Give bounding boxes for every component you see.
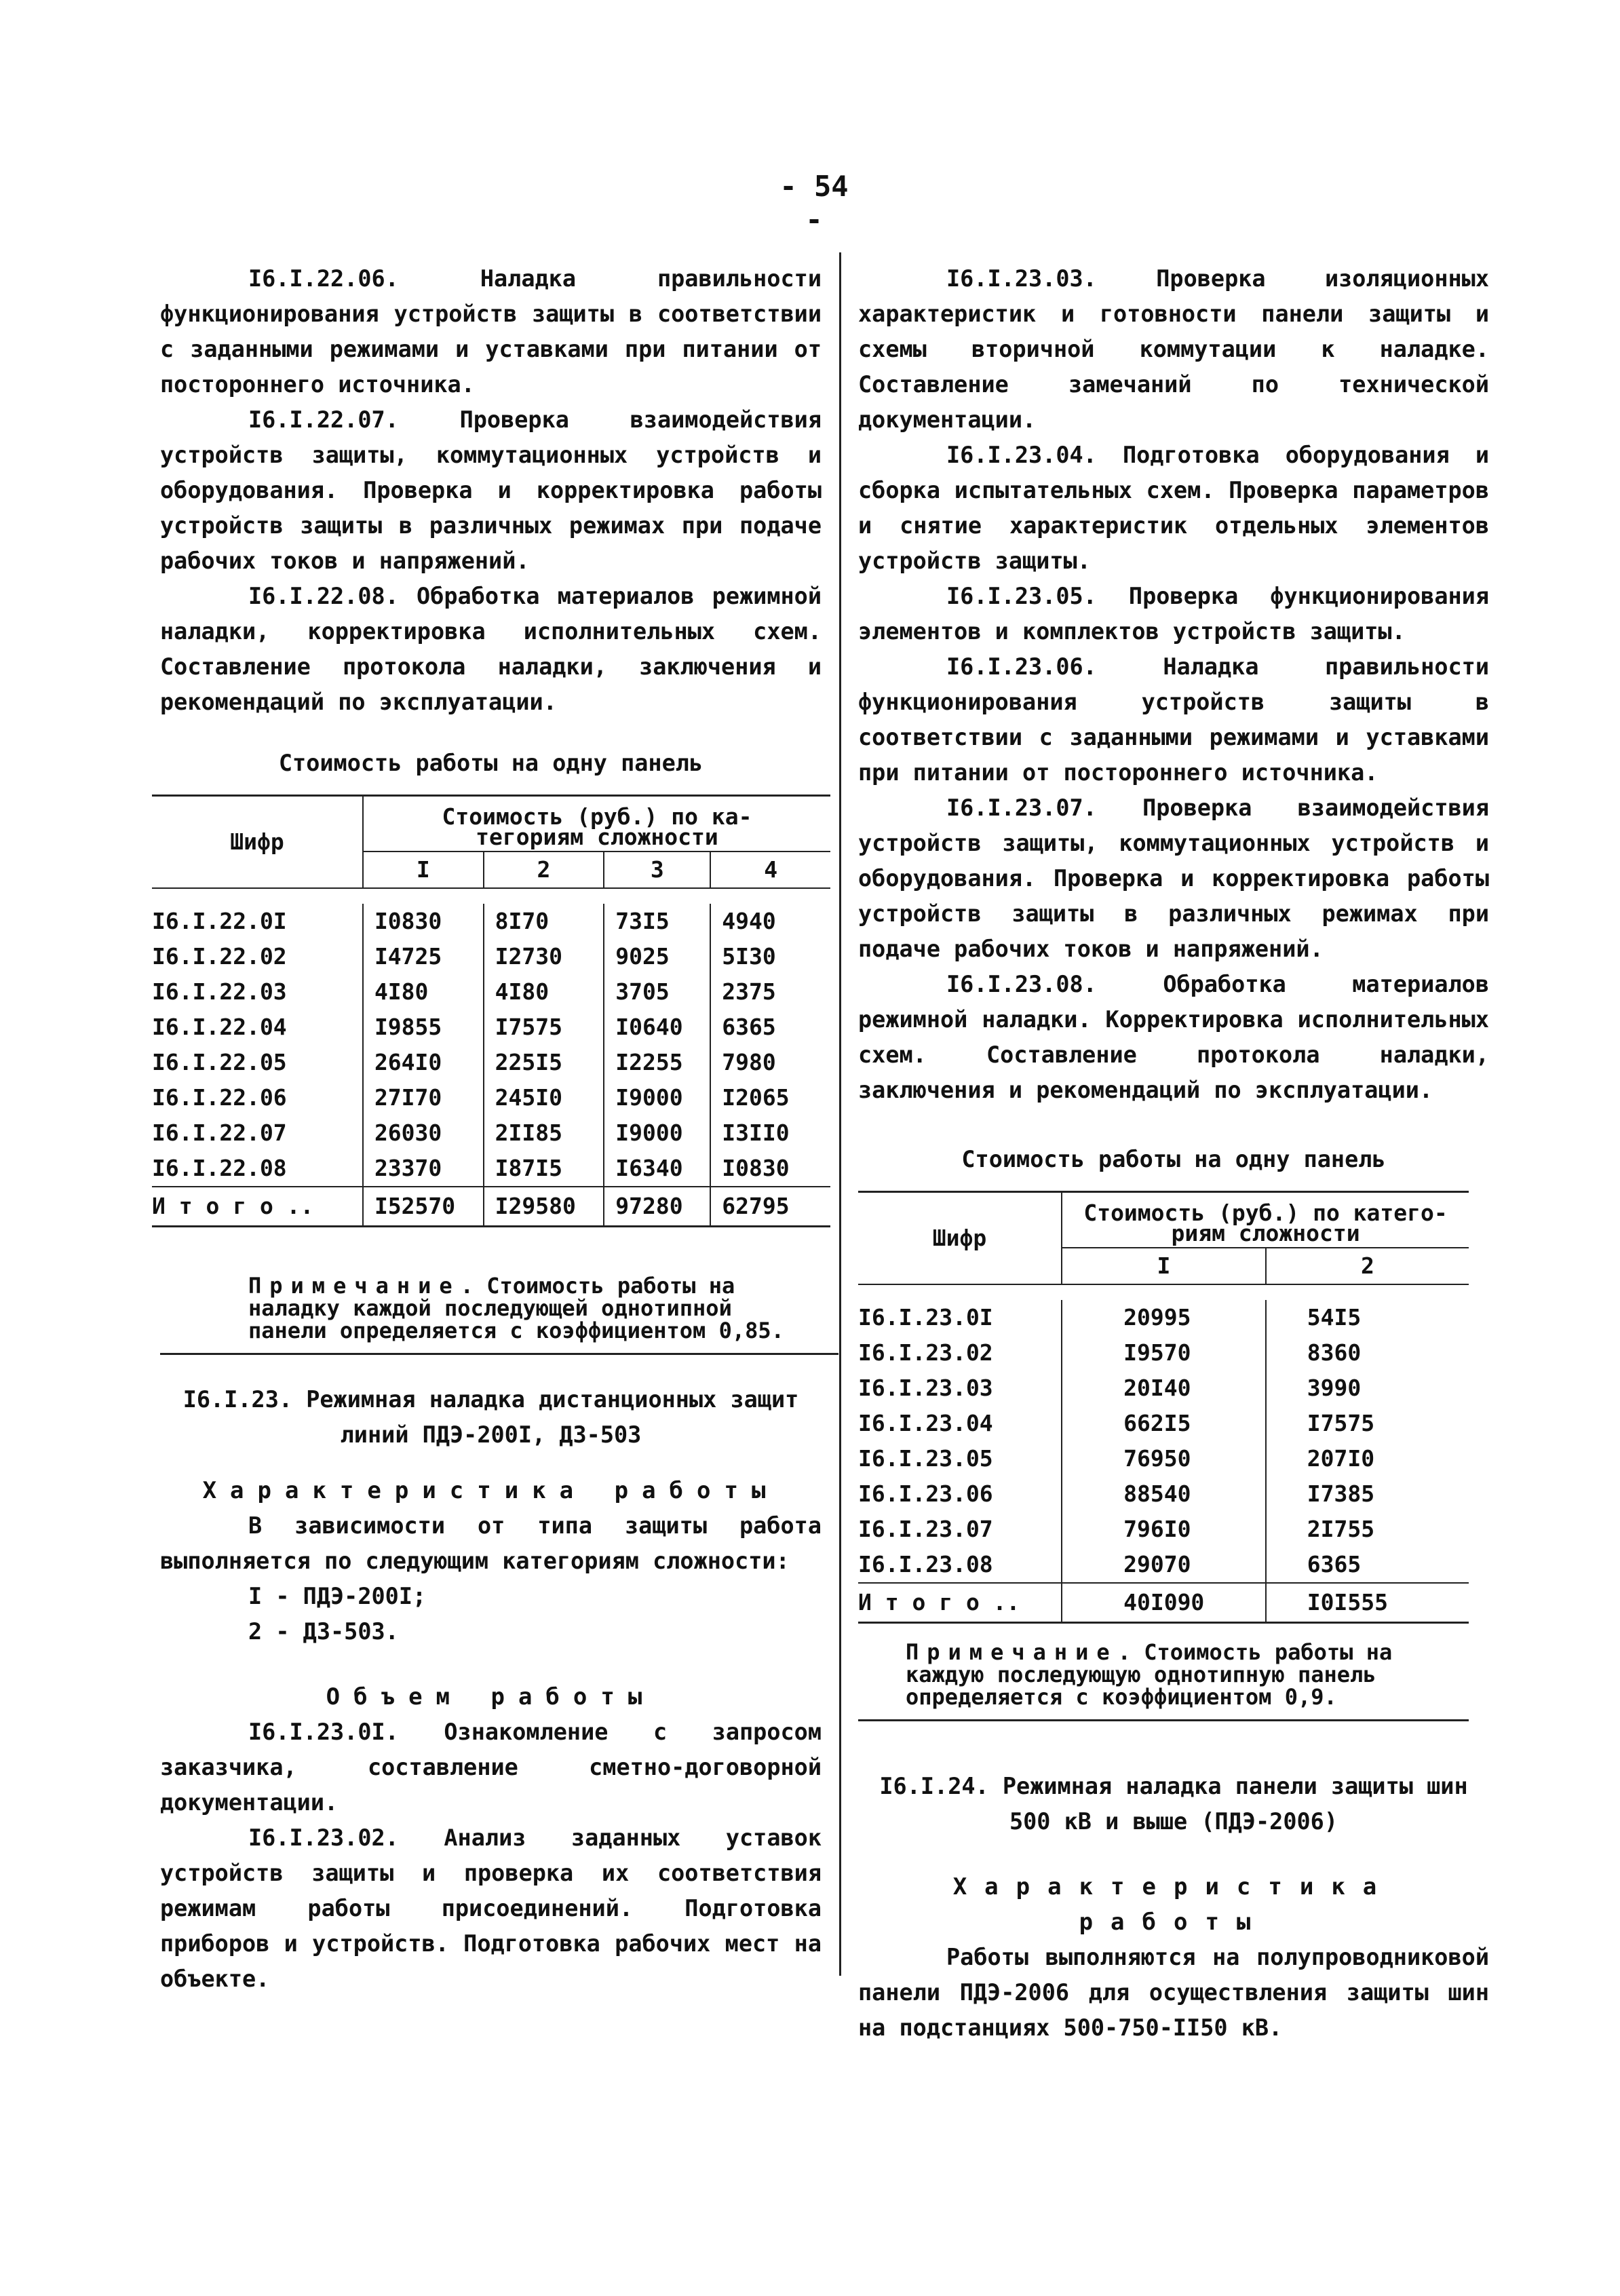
paragraph-23-08: I6.I.23.08. Обработка материалов режимной наладки. Корректировка исполнительных схем. Составление протокола наладки, заключения и рекомендаций по эксплуатации. [858, 971, 1489, 1103]
total-label: И т о г о .. [152, 1193, 314, 1219]
cost-table-22 [152, 795, 830, 1227]
row-code: I6.I.22.08 [152, 1155, 287, 1181]
right-column [858, 261, 1489, 2046]
col-header-group-line2: тегориям сложности [476, 824, 718, 850]
note-lead: Примечание [248, 1273, 461, 1299]
table-row [152, 1115, 830, 1151]
note-22 [160, 1275, 791, 1342]
col-header-group-line1: Стоимость (руб.) по ка- [442, 803, 752, 830]
table-row [152, 939, 830, 974]
row-cat2: I7385 [1266, 1476, 1469, 1512]
col-header-group [363, 796, 830, 852]
row-code: I6.I.23.04 [858, 1410, 993, 1436]
section-title-24 [858, 1769, 1489, 1839]
page-number: - 54 - [779, 170, 849, 236]
note-23 [858, 1641, 1448, 1708]
cat-header-2: 2 [484, 852, 604, 888]
row-code: I6.I.23.02 [858, 1339, 993, 1366]
table-caption: Стоимость работы на одну панель [278, 750, 703, 776]
col-header-code: Шифр [932, 1225, 987, 1251]
row-cat1: 27I70 [363, 1080, 484, 1115]
category-list-item-2: 2 - ДЗ-503. [248, 1618, 399, 1645]
row-cat2: 225I5 [484, 1045, 604, 1080]
table-row [858, 1476, 1469, 1512]
table-row [858, 1371, 1469, 1406]
paragraph-23-01: I6.I.23.0I. Ознакомление с запросом заказчика, составление сметно-договорной документации. [160, 1719, 822, 1816]
row-cat4: 6365 [710, 1010, 830, 1045]
row-cat3: I9000 [604, 1115, 710, 1151]
row-cat4: I2065 [710, 1080, 830, 1115]
total-cat2: I0I555 [1266, 1583, 1469, 1623]
col-header-group [1062, 1192, 1469, 1248]
total-label: И т о г о .. [858, 1589, 1020, 1615]
paragraph-22-07: I6.I.22.07. Проверка взаимодействия устройств защиты, коммутационных устройств и оборудования. Проверка и корректировка работы устройств защиты в различных режимах при подаче рабочих токов и напряжений. [160, 406, 822, 574]
characteristic-heading: Характеристика работы [202, 1477, 779, 1504]
row-cat3: 9025 [604, 939, 710, 974]
row-cat2: 207I0 [1266, 1441, 1469, 1476]
row-cat2: 54I5 [1266, 1300, 1469, 1335]
row-cat1: 29070 [1062, 1547, 1266, 1583]
paragraph-23-05: I6.I.23.05. Проверка функционирования элементов и комплектов устройств защиты. [858, 583, 1489, 645]
row-cat1: I9855 [363, 1010, 484, 1045]
row-cat2: 2II85 [484, 1115, 604, 1151]
row-cat2: 6365 [1266, 1547, 1469, 1583]
row-cat1: 20995 [1062, 1300, 1266, 1335]
row-cat2: I87I5 [484, 1151, 604, 1187]
row-cat1: 4I80 [363, 974, 484, 1010]
cat-header-3: 3 [604, 852, 710, 888]
row-code: I6.I.22.0I [152, 908, 287, 934]
table-spacer [152, 888, 830, 904]
total-cat4: 62795 [710, 1187, 830, 1227]
row-cat4: I0830 [710, 1151, 830, 1187]
row-cat4: 4940 [710, 904, 830, 939]
section-title-line1: I6.I.23. Режимная наладка дистанционных защит [182, 1386, 799, 1413]
row-code: I6.I.23.0I [858, 1304, 993, 1331]
row-code: I6.I.22.06 [152, 1084, 287, 1111]
paragraph-23-04: I6.I.23.04. Подготовка оборудования и сборка испытательных схем. Проверка параметров и снятие характеристик отдельных элементов устройств защиты. [858, 442, 1489, 574]
row-cat2: 8360 [1266, 1335, 1469, 1371]
row-code: I6.I.23.07 [858, 1516, 993, 1542]
table-row [152, 1151, 830, 1187]
row-cat1: 662I5 [1062, 1406, 1266, 1441]
row-cat2: 4I80 [484, 974, 604, 1010]
table-caption: Стоимость работы на одну панель [961, 1146, 1386, 1172]
table-row [152, 1010, 830, 1045]
characteristic-text: В зависимости от типа защиты работа выполняется по следующим категориям сложности: [160, 1512, 822, 1574]
category-list-item-1: I - ПДЭ-200I; [248, 1583, 427, 1609]
table-row [152, 1045, 830, 1080]
table-row [858, 1300, 1469, 1335]
left-column [152, 261, 822, 1997]
total-cat3: 97280 [604, 1187, 710, 1227]
row-cat2: I7575 [1266, 1406, 1469, 1441]
column-divider [839, 252, 841, 1976]
total-cat1: 40I090 [1062, 1583, 1266, 1623]
section-title-line1: I6.I.24. Режимная наладка панели защиты шин [879, 1773, 1468, 1799]
row-cat2: 2I755 [1266, 1512, 1469, 1547]
characteristic-heading: Характеристика работы [952, 1873, 1395, 1936]
row-cat1: 264I0 [363, 1045, 484, 1080]
paragraph-23-03: I6.I.23.03. Проверка изоляционных характеристик и готовности панели защиты и схемы вторичной коммутации к наладке. Составление замечаний по технической документации. [858, 265, 1489, 433]
table-row [858, 1547, 1469, 1583]
row-cat3: I6340 [604, 1151, 710, 1187]
section-title-23 [160, 1382, 822, 1453]
cat-header-1: I [1062, 1248, 1266, 1284]
note-text: . Стоимость работы на каждую последующую однотипную панель определяется с коэффициентом 0,9. [906, 1639, 1393, 1710]
row-code: I6.I.23.08 [858, 1551, 993, 1577]
row-cat3: I2255 [604, 1045, 710, 1080]
row-cat1: I0830 [363, 904, 484, 939]
row-cat4: I3II0 [710, 1115, 830, 1151]
paragraph-23-06: I6.I.23.06. Наладка правильности функционирования устройств защиты в соответствии с заданными режимами и уставками при питании от постороннего источника. [858, 653, 1489, 786]
row-code: I6.I.22.07 [152, 1120, 287, 1146]
row-cat3: 3705 [604, 974, 710, 1010]
row-code: I6.I.22.05 [152, 1049, 287, 1075]
paragraph-22-08: I6.I.22.08. Обработка материалов режимной наладки, корректировка исполнительных схем. Составление протокола наладки, заключения и рекомендаций по эксплуатации. [160, 583, 822, 715]
row-cat1: 20I40 [1062, 1371, 1266, 1406]
row-cat2: I2730 [484, 939, 604, 974]
cost-table-23 [858, 1191, 1469, 1624]
col-header-group-line1: Стоимость (руб.) по катего- [1083, 1200, 1448, 1226]
row-cat1: 76950 [1062, 1441, 1266, 1476]
row-cat3: 73I5 [604, 904, 710, 939]
table-row [858, 1441, 1469, 1476]
table-row [858, 1406, 1469, 1441]
col-header-group-line2: риям сложности [1171, 1220, 1360, 1246]
scope-heading: Объем работы [326, 1683, 656, 1710]
table-spacer [858, 1284, 1469, 1300]
row-cat4: 7980 [710, 1045, 830, 1080]
row-cat1: 88540 [1062, 1476, 1266, 1512]
table-total-row [858, 1583, 1469, 1623]
table-row [152, 1080, 830, 1115]
table-row [152, 974, 830, 1010]
row-code: I6.I.23.06 [858, 1480, 993, 1507]
cat-header-1: I [363, 852, 484, 888]
row-code: I6.I.22.02 [152, 943, 287, 970]
note-lead: Примечание [906, 1639, 1118, 1665]
row-cat2: 3990 [1266, 1371, 1469, 1406]
row-cat4: 5I30 [710, 939, 830, 974]
row-cat3: I9000 [604, 1080, 710, 1115]
paragraph-22-06: I6.I.22.06. Наладка правильности функционирования устройств защиты в соответствии с заданными режимами и уставками при питании от постороннего источника. [160, 265, 822, 398]
total-cat2: I29580 [484, 1187, 604, 1227]
row-code: I6.I.23.05 [858, 1445, 993, 1472]
row-cat1: I9570 [1062, 1335, 1266, 1371]
section-title-line2: 500 кВ и выше (ПДЭ-2006) [1009, 1808, 1338, 1835]
row-cat1: 23370 [363, 1151, 484, 1187]
paragraph-23-02: I6.I.23.02. Анализ заданных уставок устройств защиты и проверка их соответствия режимам работы присоединений. Подготовка приборов и устройств. Подготовка рабочих мест на объекте. [160, 1824, 822, 1992]
cat-header-4: 4 [710, 852, 830, 888]
row-cat1: I4725 [363, 939, 484, 974]
table-row [858, 1512, 1469, 1547]
row-cat4: 2375 [710, 974, 830, 1010]
row-cat2: I7575 [484, 1010, 604, 1045]
row-code: I6.I.22.03 [152, 978, 287, 1005]
row-cat1: 796I0 [1062, 1512, 1266, 1547]
row-code: I6.I.22.04 [152, 1014, 287, 1040]
row-cat2: 8I70 [484, 904, 604, 939]
row-cat1: 26030 [363, 1115, 484, 1151]
row-cat3: I0640 [604, 1010, 710, 1045]
total-cat1: I52570 [363, 1187, 484, 1227]
cat-header-2: 2 [1266, 1248, 1469, 1284]
characteristic-text: Работы выполняются на полупроводниковой панели ПДЭ-2006 для осуществления защиты шин на подстанциях 500-750-II50 кВ. [858, 1944, 1489, 2041]
row-code: I6.I.23.03 [858, 1375, 993, 1401]
table-total-row [152, 1187, 830, 1227]
section-title-line2: линий ПДЭ-200I, ДЗ-503 [340, 1421, 642, 1448]
table-row [858, 1335, 1469, 1371]
paragraph-23-07: I6.I.23.07. Проверка взаимодействия устройств защиты, коммутационных устройств и оборудования. Проверка и корректировка работы устройств защиты в различных режимах при подаче рабочих токов и напряжений. [858, 795, 1489, 962]
note-text: . Стоимость работы на наладку каждой последующей однотипной панели определяется с коэффициентом 0,85. [248, 1273, 784, 1343]
row-cat2: 245I0 [484, 1080, 604, 1115]
col-header-code: Шифр [230, 828, 284, 855]
table-row [152, 904, 830, 939]
